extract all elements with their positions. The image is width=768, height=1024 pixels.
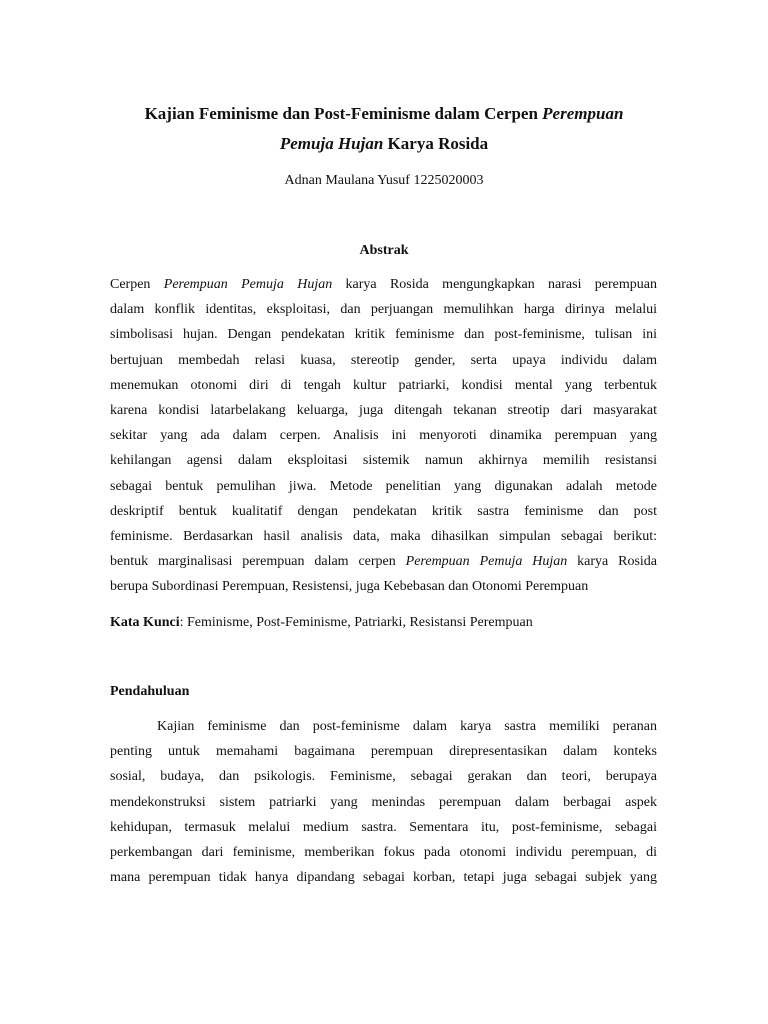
abstract-line: karena kondisi latarbelakang keluarga, juga ditengah tekanan streotip dari masyarakat <box>110 403 657 418</box>
introduction-heading: Pendahuluan <box>110 684 190 699</box>
keywords-line <box>110 614 657 632</box>
abstract-line: dalam konflik identitas, eksploitasi, dan perjuangan memulihkan harga dirinya melalui <box>110 302 657 317</box>
keywords-text: : Feminisme, Post-Feminisme, Patriarki, Resistansi Perempuan <box>179 615 533 630</box>
abstract-line: berupa Subordinasi Perempuan, Resistensi, juga Kebebasan dan Otonomi Perempuan <box>110 579 589 594</box>
title-text: Karya Rosida <box>383 134 489 153</box>
introduction-line: sosial, budaya, dan psikologis. Feminisme, sebagai gerakan dan teori, berupaya <box>110 769 657 784</box>
paper-title-line-2 <box>0 134 768 154</box>
abstract-line: feminisme. Berdasarkan hasil analisis data, maka dihasilkan simpulan sebagai berikut: <box>110 529 657 544</box>
title-italic-text: Pemuja Hujan <box>279 134 384 153</box>
introduction-line: kehidupan, termasuk melalui medium sastra. Sementara itu, post-feminisme, sebagai <box>110 820 657 835</box>
keywords-label: Kata Kunci <box>110 615 180 630</box>
abstract-heading: Abstrak <box>359 243 409 258</box>
abstract-line: bertujuan membedah relasi kuasa, stereotip gender, serta upaya individu dalam <box>110 353 657 368</box>
paper-title-line-1 <box>0 104 768 124</box>
introduction-line: mendekonstruksi sistem patriarki yang menindas perempuan dalam berbagai aspek <box>110 795 657 810</box>
abstract-line: sebagai bentuk pemulihan jiwa. Metode penelitian yang digunakan adalah metode <box>110 479 657 494</box>
abstract-line: deskriptif bentuk kualitatif dengan pendekatan kritik sastra feminisme dan post <box>110 504 657 519</box>
abstract-line: kehilangan agensi dalam eksploitasi sistemik namun akhirnya memilih resistansi <box>110 453 657 468</box>
abstract-line: simbolisasi hujan. Dengan pendekatan kritik feminisme dan post-feminisme, tulisan ini <box>110 327 657 342</box>
abstract-line: Cerpen Perempuan Pemuja Hujan karya Rosida mengungkapkan narasi perempuan <box>110 277 657 292</box>
introduction-line: mana perempuan tidak hanya dipandang sebagai korban, tetapi juga sebagai subjek yang <box>110 870 657 885</box>
author-line: Adnan Maulana Yusuf 1225020003 <box>284 173 484 188</box>
title-text: Kajian Feminisme dan Post-Feminisme dalam Cerpen <box>144 104 543 123</box>
introduction-line: Kajian feminisme dan post-feminisme dalam karya sastra memiliki peranan <box>157 719 657 734</box>
abstract-line: menemukan otonomi diri di tengah kultur patriarki, kondisi mental yang terbentuk <box>110 378 657 393</box>
introduction-line: perkembangan dari feminisme, memberikan fokus pada otonomi individu perempuan, di <box>110 845 657 860</box>
title-italic-text: Perempuan <box>542 104 624 123</box>
abstract-line: bentuk marginalisasi perempuan dalam cerpen Perempuan Pemuja Hujan karya Rosida <box>110 554 657 569</box>
abstract-line: sekitar yang ada dalam cerpen. Analisis ini menyoroti dinamika perempuan yang <box>110 428 657 443</box>
introduction-line: penting untuk memahami bagaimana perempuan direpresentasikan dalam konteks <box>110 744 657 759</box>
